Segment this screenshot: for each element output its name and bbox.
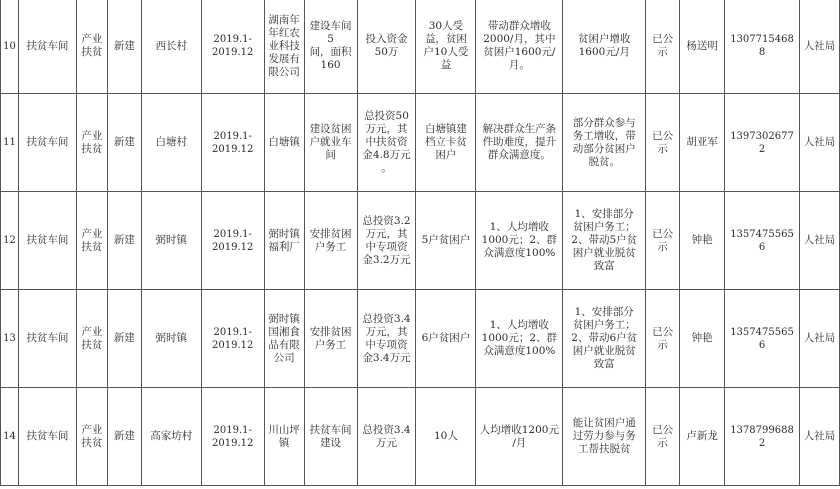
phone-cell — [725, 0, 800, 94]
department-cell — [799, 94, 839, 192]
investment-cell — [357, 290, 416, 388]
row-index-cell-text: 12 — [3, 235, 16, 246]
published-cell-text: 已公 示 — [652, 33, 674, 58]
unit-cell — [264, 94, 304, 192]
table-row — [1, 0, 840, 94]
category-cell-text: 产业 扶贫 — [81, 33, 103, 58]
beneficiary-cell — [416, 388, 476, 486]
income-cell-text: 1、安排部分 贫困户务工； 2、带动5户贫 困户就业脱贫 致富 — [571, 208, 638, 272]
published-cell — [646, 0, 680, 94]
income-cell-text: 部分群众参与 务工增收，带 动部分贫困户 脱贫。 — [572, 116, 636, 168]
period-cell — [201, 94, 264, 192]
period-cell-text: 2019.1- 2019.12 — [212, 130, 254, 155]
benefit-mechanism-cell-text: 解决群众生产条 件助难度，提升 群众满意度。 — [482, 123, 557, 161]
phone-cell-text: 13973026772 — [730, 130, 794, 155]
table-row — [1, 94, 840, 192]
department-cell-text: 人社局 — [803, 234, 836, 246]
unit-cell — [264, 192, 304, 290]
content-cell — [304, 94, 357, 192]
benefit-mechanism-cell-text: 1、人均增收 1000元；2、群 众满意度100% — [481, 221, 558, 259]
row-index-cell — [1, 192, 19, 290]
department-cell — [799, 0, 839, 94]
phone-cell-text: 13077154688 — [730, 34, 794, 58]
village-cell-text: 高家坊村 — [150, 430, 193, 442]
category-cell-text: 产业 扶贫 — [81, 325, 103, 351]
status-cell — [107, 192, 141, 290]
investment-cell — [357, 388, 416, 486]
beneficiary-cell-text: 30人受 益，贫困 户10人受 益 — [423, 20, 469, 71]
content-cell-text: 建设车间5 间，面积 160 — [309, 20, 352, 71]
benefit-mechanism-cell-text: 带动群众增收 2000/月，其中 贫困户1600元/ 月。 — [483, 20, 556, 71]
row-index-cell-text: 10 — [3, 40, 16, 52]
table-row — [1, 388, 840, 486]
row-index-cell — [1, 94, 19, 192]
investment-cell-text: 总投资50 万元，其 中扶贫资 金4.8万元 。 — [362, 110, 411, 174]
published-cell — [646, 192, 680, 290]
beneficiary-cell — [416, 94, 476, 192]
phone-cell-text: 13574755656 — [730, 228, 794, 253]
investment-cell — [357, 192, 416, 290]
unit-cell — [264, 290, 304, 388]
category-cell — [76, 290, 107, 388]
table-row — [1, 192, 840, 290]
published-cell-text: 已公 示 — [652, 227, 674, 253]
investment-cell — [357, 94, 416, 192]
benefit-mechanism-cell — [476, 290, 563, 388]
investment-cell-text: 投入资金 50万 — [365, 33, 408, 58]
unit-cell-text: 湖南年 年红农 业科技 发展有 限公司 — [268, 13, 300, 78]
contact-person-cell — [680, 94, 725, 192]
project-type-cell-text: 扶贫车间 — [26, 136, 69, 148]
contact-person-cell-text: 杨送明 — [686, 39, 718, 52]
beneficiary-cell-text: 10人 — [434, 430, 458, 442]
row-index-cell — [1, 388, 19, 486]
investment-cell — [357, 0, 416, 94]
phone-cell — [725, 192, 800, 290]
phone-cell-text: 13787996882 — [730, 424, 794, 449]
contact-person-cell-text: 钟艳 — [691, 234, 713, 246]
row-index-cell — [1, 0, 19, 94]
category-cell-text: 产业 扶贫 — [81, 129, 103, 155]
status-cell — [107, 290, 141, 388]
row-index-cell-text: 14 — [3, 431, 16, 442]
content-cell-text: 安排贫困 户务工 — [309, 227, 352, 253]
income-cell-text: 贫困户增收 1600元/月 — [577, 33, 631, 58]
income-cell — [563, 94, 646, 192]
status-cell-text: 新建 — [113, 136, 135, 148]
status-cell — [107, 0, 141, 94]
content-cell — [304, 192, 357, 290]
project-type-cell-text: 扶贫车间 — [26, 332, 69, 344]
unit-cell — [264, 388, 304, 486]
contact-person-cell — [680, 0, 725, 94]
department-cell — [799, 388, 839, 486]
published-cell-text: 已公 示 — [652, 129, 674, 155]
category-cell — [76, 0, 107, 94]
beneficiary-cell — [416, 290, 476, 388]
investment-cell-text: 总投资3.4 万元 — [362, 423, 411, 449]
investment-cell-text: 总投资3.2 万元，其 中专项资 金3.2万元 — [362, 214, 411, 266]
phone-cell-text: 13574755656 — [730, 326, 794, 351]
unit-cell-text: 弼时镇 国湘食 品有限 公司 — [268, 312, 300, 364]
status-cell-text: 新建 — [113, 39, 135, 52]
status-cell-text: 新建 — [113, 332, 135, 344]
status-cell-text: 新建 — [113, 430, 135, 442]
category-cell-text: 产业 扶贫 — [81, 423, 103, 449]
contact-person-cell-text: 钟艳 — [691, 332, 713, 344]
published-cell-text: 已公 示 — [652, 325, 674, 351]
contact-person-cell — [680, 388, 725, 486]
period-cell-text: 2019.1- 2019.12 — [212, 424, 254, 449]
project-type-cell-text: 扶贫车间 — [26, 234, 69, 246]
content-cell — [304, 290, 357, 388]
income-cell — [563, 0, 646, 94]
category-cell — [76, 192, 107, 290]
period-cell-text: 2019.1- 2019.12 — [212, 34, 254, 58]
status-cell-text: 新建 — [113, 234, 135, 246]
published-cell-text: 已公 示 — [652, 423, 674, 449]
contact-person-cell — [680, 290, 725, 388]
row-index-cell-text: 11 — [3, 137, 16, 148]
content-cell-text: 建设贫困 户就业车 间 — [309, 123, 352, 161]
content-cell-text: 安排贫困 户务工 — [309, 325, 352, 351]
benefit-mechanism-cell — [476, 192, 563, 290]
income-cell — [563, 192, 646, 290]
unit-cell-text: 川山坪 镇 — [268, 423, 300, 449]
village-cell-text: 弼时镇 — [155, 332, 188, 344]
income-cell — [563, 290, 646, 388]
content-cell — [304, 0, 357, 94]
period-cell — [201, 0, 264, 94]
category-cell — [76, 388, 107, 486]
beneficiary-cell-text: 6户贫困户 — [421, 332, 471, 344]
beneficiary-cell — [416, 192, 476, 290]
table-row — [1, 290, 840, 388]
published-cell — [646, 94, 680, 192]
village-cell-text: 西长村 — [155, 39, 188, 52]
unit-cell-text: 白塘镇 — [268, 136, 300, 148]
period-cell — [201, 192, 264, 290]
content-cell — [304, 388, 357, 486]
contact-person-cell — [680, 192, 725, 290]
published-cell — [646, 290, 680, 388]
table-body — [1, 0, 840, 486]
department-cell — [799, 192, 839, 290]
unit-cell — [264, 0, 304, 94]
period-cell-text: 2019.1- 2019.12 — [212, 326, 254, 351]
period-cell-text: 2019.1- 2019.12 — [212, 228, 254, 253]
project-type-cell-text: 扶贫车间 — [26, 430, 69, 442]
benefit-mechanism-cell — [476, 388, 563, 486]
beneficiary-cell — [416, 0, 476, 94]
village-cell — [141, 94, 201, 192]
income-cell-text: 能让贫困户通 过劳力参与务 工帮扶脱贫 — [572, 417, 636, 455]
beneficiary-cell-text: 白塘镇建 档立卡贫 困户 — [424, 123, 467, 161]
phone-cell — [725, 94, 800, 192]
row-index-cell — [1, 290, 19, 388]
village-cell — [141, 290, 201, 388]
content-cell-text: 扶贫车间 建设 — [309, 423, 352, 449]
project-type-cell — [18, 290, 76, 388]
row-index-cell-text: 13 — [3, 333, 16, 344]
department-cell — [799, 290, 839, 388]
village-cell — [141, 192, 201, 290]
village-cell-text: 弼时镇 — [155, 234, 188, 246]
category-cell-text: 产业 扶贫 — [81, 227, 103, 253]
period-cell — [201, 388, 264, 486]
project-type-cell — [18, 0, 76, 94]
benefit-mechanism-cell — [476, 0, 563, 94]
village-cell-text: 白塘村 — [155, 136, 188, 148]
phone-cell — [725, 388, 800, 486]
village-cell — [141, 388, 201, 486]
phone-cell — [725, 290, 800, 388]
benefit-mechanism-cell-text: 人均增收1200元 /月 — [479, 423, 559, 449]
income-cell — [563, 388, 646, 486]
department-cell-text: 人社局 — [803, 136, 836, 148]
published-cell — [646, 388, 680, 486]
income-cell-text: 1、安排部分 贫困户务工； 2、带动6户贫 困户就业脱贫 致富 — [571, 306, 638, 370]
benefit-mechanism-cell — [476, 94, 563, 192]
investment-cell-text: 总投资3.4 万元，其 中专项资 金3.4万元 — [362, 312, 411, 364]
department-cell-text: 人社局 — [803, 332, 836, 344]
department-cell-text: 人社局 — [803, 39, 836, 52]
beneficiary-cell-text: 5户贫困户 — [421, 234, 471, 246]
status-cell — [107, 94, 141, 192]
village-cell — [141, 0, 201, 94]
category-cell — [76, 94, 107, 192]
status-cell — [107, 388, 141, 486]
project-type-cell — [18, 388, 76, 486]
project-type-cell — [18, 94, 76, 192]
period-cell — [201, 290, 264, 388]
unit-cell-text: 弼时镇 福利厂 — [268, 227, 300, 253]
contact-person-cell-text: 卢新龙 — [686, 430, 718, 442]
department-cell-text: 人社局 — [803, 430, 836, 442]
project-type-cell-text: 扶贫车间 — [26, 39, 69, 52]
benefit-mechanism-cell-text: 1、人均增收 1000元；2、群 众满意度100% — [481, 319, 558, 357]
contact-person-cell-text: 胡亚军 — [686, 136, 718, 148]
project-type-cell — [18, 192, 76, 290]
